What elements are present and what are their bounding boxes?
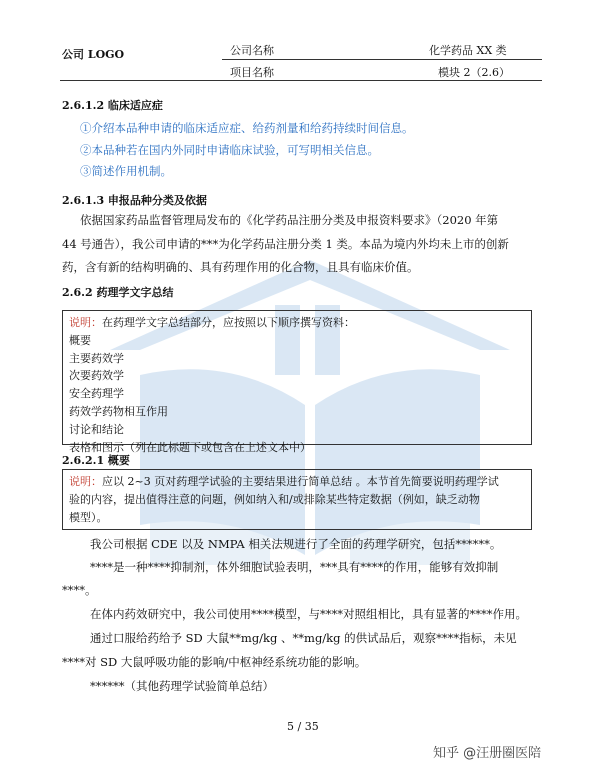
list-item: 讨论和结论 xyxy=(69,422,124,436)
module-label: 模块 2（2.6） xyxy=(438,66,510,79)
project-name: 项目名称 xyxy=(230,66,274,79)
overview-paragraph: ****是一种****抑制剂，体外细胞试验表明，***具有****的作用，能够有效抑制 xyxy=(90,560,499,574)
overview-paragraph: 通过口服给药给予 SD 大鼠**mg/kg 、**mg/kg 的供试品后，观察****指标，未见 xyxy=(90,631,517,645)
source-watermark: 知乎 @汪册圈医陪 xyxy=(433,746,542,761)
note-line: 验的内容，提出值得注意的问题，例如纳入和/或排除某些特定数据（例如，缺乏动物 xyxy=(69,492,480,506)
company-name: 公司名称 xyxy=(230,44,274,57)
section-heading-indications: 2.6.1.2 临床适应症 xyxy=(62,99,163,112)
header-bottom-rule xyxy=(60,80,542,81)
section-heading-pharmacology-summary: 2.6.2 药理学文字总结 xyxy=(62,286,174,299)
classification-line: 44 号通告），我公司申请的***为化学药品注册分类 1 类。本品为境内外均未上市的创新 xyxy=(62,237,509,251)
list-item: 安全药理学 xyxy=(69,387,124,401)
list-item: 主要药效学 xyxy=(69,351,124,365)
note-label: 说明： xyxy=(69,316,102,329)
list-item: 药效学药物相互作用 xyxy=(69,404,168,418)
doc-title: 化学药品 XX 类 xyxy=(429,44,507,57)
overview-paragraph: ******（其他药理学试验简单总结） xyxy=(90,679,274,693)
pharmacology-note-box xyxy=(62,310,532,454)
header-divider xyxy=(222,59,542,60)
list-item: 表格和图示（列在此标题下或包含在上述文本中） xyxy=(69,440,311,454)
note-line xyxy=(69,473,525,491)
overview-paragraph: 在体内药效研究中，我公司使用****模型，与****对照组相比，具有显著的****作用。 xyxy=(90,607,527,621)
classification-line: 依据国家药品监督管理局发布的《化学药品注册分类及申报资料要求》（2020 年第 xyxy=(80,213,499,227)
page-number: 5 / 35 xyxy=(287,720,319,733)
overview-paragraph-cont: ****对 SD 大鼠呼吸功能的影响/中枢神经系统功能的影响。 xyxy=(62,655,367,669)
indication-item: ①介绍本品种申请的临床适应症、给药剂量和给药持续时间信息。 xyxy=(80,121,414,135)
overview-note-box xyxy=(62,469,532,530)
note-text: 在药理学文字总结部分，应按照以下顺序撰写资料： xyxy=(102,316,355,329)
company-logo: 公司 LOGO xyxy=(62,48,125,61)
classification-line: 药，含有新的结构明确的、具有药理作用的化合物，且具有临床价值。 xyxy=(62,260,419,274)
overview-paragraph: 我公司根据 CDE 以及 NMPA 相关法规进行了全面的药理学研究，包括******。 xyxy=(90,537,502,551)
note-line: 模型）。 xyxy=(69,510,108,524)
list-item: 概要 xyxy=(69,333,91,347)
list-item: 次要药效学 xyxy=(69,369,124,383)
note-line xyxy=(69,314,525,332)
note-label: 说明： xyxy=(69,475,102,488)
note-text: 应以 2~3 页对药理学试验的主要结果进行简单总结 。本节首先简要说明药理学试 xyxy=(102,475,499,488)
section-heading-classification: 2.6.1.3 申报品种分类及依据 xyxy=(62,194,207,207)
overview-paragraph-cont: ****。 xyxy=(62,583,97,597)
indication-item: ②本品种若在国内外同时申请临床试验，可写明相关信息。 xyxy=(80,143,379,157)
indication-item: ③简述作用机制。 xyxy=(80,164,172,178)
section-heading-overview: 2.6.2.1 概要 xyxy=(62,454,130,467)
